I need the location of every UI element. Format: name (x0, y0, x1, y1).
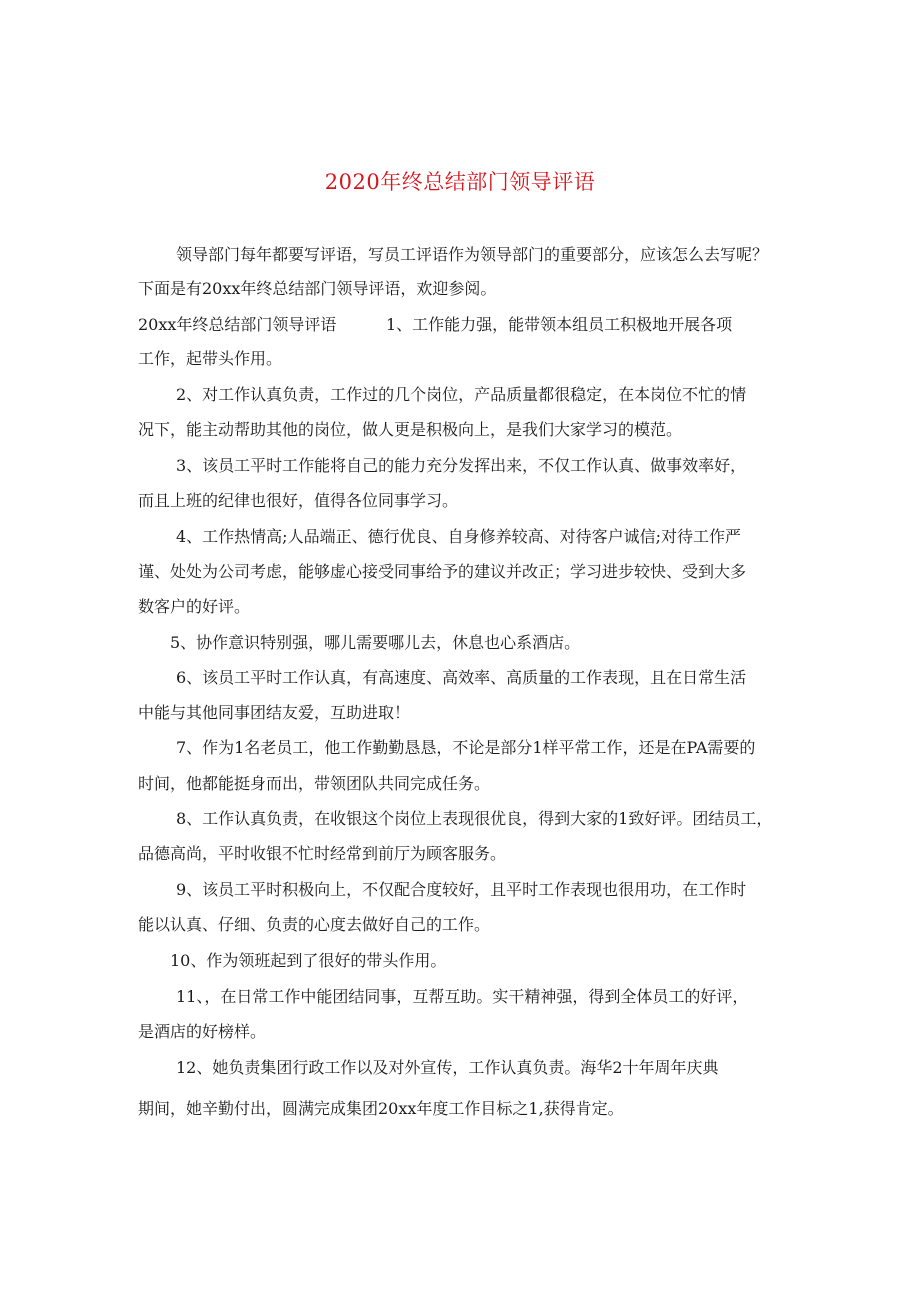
item-11-line-1: 11、，在日常工作中能团结同事，互帮互助。实干精神强，得到全体员工的好评， (176, 987, 749, 1006)
item-7-line-2: 时间，他都能挺身而出，带领团队共同完成任务。 (138, 774, 491, 793)
subtitle: 20xx年终总结部门领导评语 (138, 315, 337, 334)
intro-line-2: 下面是有20xx年终总结部门领导评语，欢迎参阅。 (138, 279, 497, 298)
item-3-line-1: 3、该员工平时工作能将自己的能力充分发挥出来，不仅工作认真、做事效率好， (176, 456, 747, 475)
intro-line-1: 领导部门每年都要写评语，写员工评语作为领导部门的重要部分，应该怎么去写呢？ (176, 245, 769, 264)
item-8-line-2: 品德高尚，平时收银不忙时经常到前厅为顾客服务。 (138, 844, 507, 863)
item-1-line-1: 1、工作能力强，能带领本组员工积极地开展各项 (386, 315, 733, 334)
item-12-line-2: 期间，她辛勤付出，圆满完成集团20xx年度工作目标之1,获得肯定。 (138, 1099, 624, 1118)
item-4-line-2: 谨、处处为公司考虑，能够虚心接受同事给予的建议并改正；学习进步较快、受到大多 (138, 562, 747, 581)
item-9-line-1: 9、该员工平时积极向上，不仅配合度较好，且平时工作表现也很用功，在工作时 (176, 880, 747, 899)
document-title: 2020年终总结部门领导评语 (324, 170, 596, 194)
item-6-line-2: 中能与其他同事团结友爱，互助进取！ (138, 703, 411, 722)
item-12-line-1: 12、她负责集团行政工作以及对外宣传，工作认真负责。海华2十年周年庆典 (176, 1058, 719, 1077)
item-4-line-1: 4、工作热情高;人品端正、德行优良、自身修养较高、对待客户诚信;对待工作严 (176, 527, 741, 546)
item-10-line-1: 10、作为领班起到了很好的带头作用。 (170, 951, 447, 970)
item-2-line-1: 2、对工作认真负责，工作过的几个岗位，产品质量都很稳定，在本岗位不忙的情 (176, 385, 747, 404)
item-8-line-1: 8、工作认真负责，在收银这个岗位上表现很优良，得到大家的1致好评。团结员工， (176, 809, 773, 828)
item-4-line-3: 数客户的好评。 (138, 597, 251, 616)
item-3-line-2: 而且上班的纪律也很好，值得各位同事学习。 (138, 491, 459, 510)
item-6-line-1: 6、该员工平时工作认真，有高速度、高效率、高质量的工作表现，且在日常生活 (176, 668, 747, 687)
item-11-line-2: 是酒店的好榜样。 (138, 1022, 267, 1041)
item-2-line-2: 况下，能主动帮助其他的岗位，做人更是积极向上，是我们大家学习的模范。 (138, 420, 683, 439)
item-7-line-1: 7、作为1名老员工，他工作勤勤恳恳，不论是部分1样平常工作，还是在PA需要的 (176, 738, 756, 757)
item-1-line-2: 工作，起带头作用。 (138, 349, 283, 368)
item-5-line-1: 5、协作意识特别强，哪儿需要哪儿去，休息也心系酒店。 (170, 633, 581, 652)
item-9-line-2: 能以认真、仔细、负责的心度去做好自己的工作。 (138, 915, 491, 934)
